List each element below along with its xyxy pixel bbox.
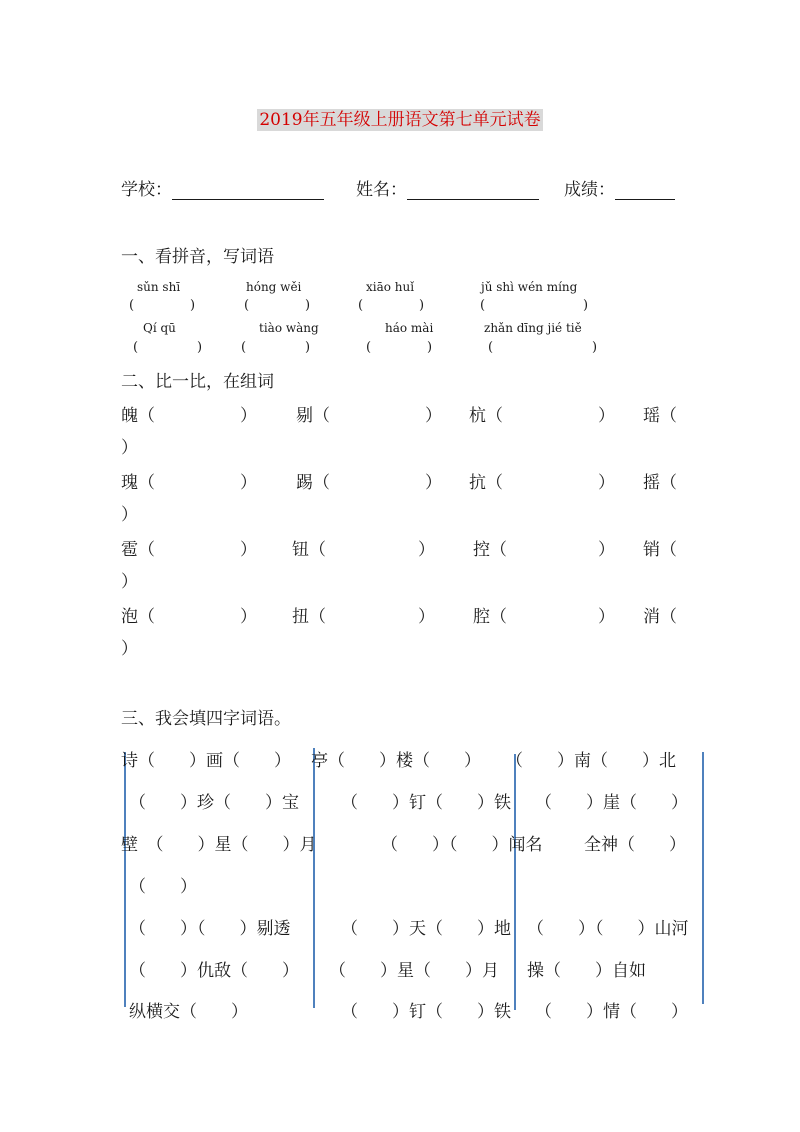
pinyin-item: háo mài	[385, 321, 434, 335]
compare-char: 杭（	[469, 406, 503, 426]
compare-char: 销（	[643, 540, 677, 560]
score-label: 成绩：	[564, 180, 615, 200]
section3-heading: 三、我会填四字词语。	[121, 709, 291, 729]
name-blank[interactable]	[407, 181, 539, 200]
idiom-item: （ ）仇敌（ ）	[129, 961, 299, 981]
compare-char: 摇（	[643, 473, 677, 493]
answer-blank-open[interactable]: (	[129, 298, 135, 313]
compare-close: ）	[121, 438, 138, 458]
idiom-item: （ ）南（ ）北	[506, 751, 676, 771]
compare-char: 控（	[473, 540, 507, 560]
compare-close: ）	[598, 473, 615, 493]
compare-char: 踢（	[296, 473, 330, 493]
pinyin-item: jǔ shì wén míng	[481, 280, 578, 294]
compare-char: 钮（	[292, 540, 326, 560]
answer-blank-open[interactable]: (	[488, 340, 494, 355]
idiom-item: （ ）天（ ）地	[341, 919, 511, 939]
answer-blank-open[interactable]: (	[480, 298, 486, 313]
compare-char: 瑰（	[121, 473, 155, 493]
section1-heading: 一、看拼音，写词语	[121, 247, 274, 267]
compare-close: ）	[240, 540, 257, 560]
compare-close: ）	[425, 406, 442, 426]
score-blank[interactable]	[615, 181, 675, 200]
idiom-item: （ ）崖（ ）	[535, 793, 688, 813]
compare-char: 抗（	[469, 473, 503, 493]
compare-close: ）	[121, 505, 138, 525]
answer-blank-close: )	[419, 298, 425, 313]
answer-blank-close: )	[592, 340, 598, 355]
compare-char: 扭（	[292, 607, 326, 627]
compare-close: ）	[598, 540, 615, 560]
column-rule	[514, 754, 516, 1010]
idiom-item: 诗（ ）画（ ）	[121, 751, 291, 771]
compare-close: ）	[240, 607, 257, 627]
column-rule	[313, 748, 315, 1008]
compare-char: 腔（	[473, 607, 507, 627]
school-label: 学校：	[121, 180, 172, 200]
pinyin-item: hóng wěi	[246, 280, 302, 294]
idiom-item: （ ）（ ）山河	[527, 919, 689, 939]
answer-blank-close: )	[197, 340, 203, 355]
compare-char: 瑶（	[643, 406, 677, 426]
idiom-item: （ ）（ ）闻名	[381, 835, 543, 855]
column-rule	[702, 752, 704, 1004]
compare-char: 消（	[643, 607, 677, 627]
idiom-item: 全神（ ）	[584, 835, 686, 855]
pinyin-item: tiào wàng	[259, 321, 319, 335]
compare-char: 魄（	[121, 406, 155, 426]
idiom-item: 壁 （ ）星（ ）月	[121, 835, 317, 855]
idiom-item: （ ）	[129, 877, 197, 897]
column-rule	[124, 752, 126, 1007]
answer-blank-open[interactable]: (	[244, 298, 250, 313]
pinyin-item: sǔn shī	[137, 280, 181, 294]
idiom-item: （ ）钉（ ）铁	[341, 1002, 511, 1022]
idiom-item: （ ）（ ）剔透	[129, 919, 291, 939]
answer-blank-open[interactable]: (	[358, 298, 364, 313]
compare-char: 剔（	[296, 406, 330, 426]
school-blank[interactable]	[172, 181, 324, 200]
name-field	[356, 175, 539, 200]
idiom-item: 亭（ ）楼（ ）	[311, 751, 481, 771]
compare-close: ）	[418, 607, 435, 627]
compare-close: ）	[240, 406, 257, 426]
compare-close: ）	[418, 540, 435, 560]
score-field	[564, 175, 675, 200]
answer-blank-close: )	[190, 298, 196, 313]
pinyin-item: xiāo huǐ	[366, 280, 415, 294]
school-field	[121, 175, 324, 200]
idiom-item: （ ）钉（ ）铁	[341, 793, 511, 813]
compare-close: ）	[121, 639, 138, 659]
compare-close: ）	[425, 473, 442, 493]
answer-blank-close: )	[305, 298, 311, 313]
idiom-item: 操（ ）自如	[527, 961, 646, 981]
idiom-item: 纵横交（ ）	[129, 1002, 248, 1022]
pinyin-item: zhǎn dīng jié tiě	[484, 321, 582, 335]
answer-blank-open[interactable]: (	[241, 340, 247, 355]
name-label: 姓名：	[356, 180, 407, 200]
compare-char: 泡（	[121, 607, 155, 627]
answer-blank-close: )	[427, 340, 433, 355]
pinyin-item: Qí qū	[143, 321, 176, 335]
idiom-item: （ ）珍（ ）宝	[129, 793, 299, 813]
answer-blank-open[interactable]: (	[366, 340, 372, 355]
compare-close: ）	[121, 572, 138, 592]
section2-heading: 二、比一比，在组词	[121, 372, 274, 392]
idiom-item: （ ）星（ ）月	[329, 961, 499, 981]
answer-blank-close: )	[583, 298, 589, 313]
compare-close: ）	[240, 473, 257, 493]
compare-close: ）	[598, 607, 615, 627]
idiom-item: （ ）情（ ）	[535, 1002, 688, 1022]
answer-blank-close: )	[305, 340, 311, 355]
page-title: 2019年五年级上册语文第七单元试卷	[259, 110, 541, 130]
compare-close: ）	[598, 406, 615, 426]
answer-blank-open[interactable]: (	[133, 340, 139, 355]
compare-char: 雹（	[121, 540, 155, 560]
